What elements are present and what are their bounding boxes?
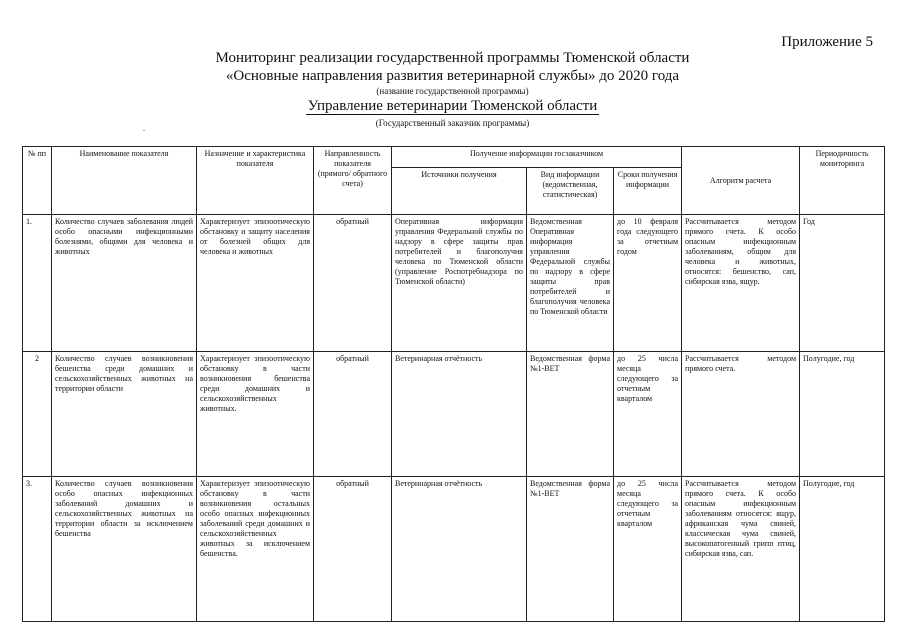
header-info-type: Вид информации (ведомственная, статистическая) [527, 168, 614, 215]
cell-sources: Ветеринарная отчётность [392, 477, 527, 622]
table-row [23, 352, 885, 477]
header-row-1 [23, 147, 885, 168]
cell-periodicity: Год [800, 215, 885, 352]
cell-info-type: Ведомственная форма №1-ВЕТ [527, 477, 614, 622]
customer-caption: (Государственный заказчик программы) [375, 118, 530, 128]
cell-algorithm: Рассчитывается методом прямого счета. [682, 352, 800, 477]
cell-purpose: Характеризует эпизоотическую обстановку в части возникновения бешенства среди домашних и сельскохозяйственных животных. [197, 352, 314, 477]
appendix-label: Приложение 5 [781, 34, 873, 50]
customer-name [0, 98, 905, 115]
cell-direction: обратный [314, 215, 392, 352]
cell-direction: обратный [314, 352, 392, 477]
header-purpose: Назначение и характеристика показателя [197, 147, 314, 215]
cell-terms: до 25 числа месяца следующего за отчетным кварталом [614, 477, 682, 622]
stray-mark: . [143, 124, 145, 133]
cell-terms: до 25 числа месяца следующего за отчетным кварталом [614, 352, 682, 477]
cell-terms: до 10 февраля года следующего за отчетным годом [614, 215, 682, 352]
header-num: № пп [23, 147, 52, 215]
header-indicator: Наименование показателя [52, 147, 197, 215]
customer-name-text: Управление ветеринарии Тюменской области [307, 98, 598, 114]
monitoring-table [22, 146, 885, 622]
cell-direction: обратный [314, 477, 392, 622]
table-row [23, 215, 885, 352]
cell-num: 3. [23, 477, 52, 622]
header-direction: Направленность показателя (прямого/ обратного счета) [314, 147, 392, 215]
program-caption: (название государственной программы) [376, 86, 529, 96]
header-sources: Источники получения [392, 168, 527, 215]
cell-algorithm: Рассчитывается методом прямого счета. К особо опасным инфекционным заболеваниям относятся: ящур, африканская чума свиней, классическая чума свиней, высокопатогенный грипп птиц, сибирская язва, сап. [682, 477, 800, 622]
cell-sources: Оперативная информация управления Федеральной службы по надзору в сфере защиты прав потребителей и благополучия человека по Тюменской области (управление Роспотребнадзора по Тюменской области) [392, 215, 527, 352]
cell-indicator: Количество случаев заболевания людей особо опасными инфекционными болезнями, общими для человека и животных [52, 215, 197, 352]
cell-algorithm: Рассчитывается методом прямого счета. К особо опасным инфекционным заболеваниям, общим для человека и животных, относятся: бешенство, сап, сибирская язва, ящур. [682, 215, 800, 352]
title-line-1: Мониторинг реализации государственной программы Тюменской области [215, 50, 690, 66]
header-terms: Сроки получения информации [614, 168, 682, 215]
header-periodicity: Периодичность мониторинга [800, 147, 885, 215]
cell-purpose: Характеризует эпизоотическую обстановку и защиту населения от болезней общих для человека и животных [197, 215, 314, 352]
table-row [23, 477, 885, 622]
cell-periodicity: Полугодие, год [800, 477, 885, 622]
cell-num: 2 [23, 352, 52, 477]
title-line-2: «Основные направления развития ветеринарной службы» до 2020 года [225, 68, 680, 84]
header-info-group: Получение информации госзаказчиком [392, 147, 682, 168]
cell-info-type: Ведомственная Оперативная информация управления Федеральной службы по надзору в сфере защиты прав потребителей и благополучия человека по Тюменской области [527, 215, 614, 352]
cell-sources: Ветеринарная отчётность [392, 352, 527, 477]
cell-purpose: Характеризует эпизоотическую обстановку в части возникновения остальных особо опасных инфекционных заболеваний среди домашних и сельскохозяйственных животных за исключением бешенства. [197, 477, 314, 622]
cell-info-type: Ведомственная форма №1-ВЕТ [527, 352, 614, 477]
cell-indicator: Количество случаев возникновения особо опасных инфекционных заболеваний домашних и сельскохозяйственных животных на территории области за исключением бешенства [52, 477, 197, 622]
header-algorithm: Алгоритм расчета [682, 147, 800, 215]
cell-indicator: Количество случаев возникновения бешенства среди домашних и сельскохозяйственных животных на территории области [52, 352, 197, 477]
cell-periodicity: Полугодие, год [800, 352, 885, 477]
cell-num: 1. [23, 215, 52, 352]
